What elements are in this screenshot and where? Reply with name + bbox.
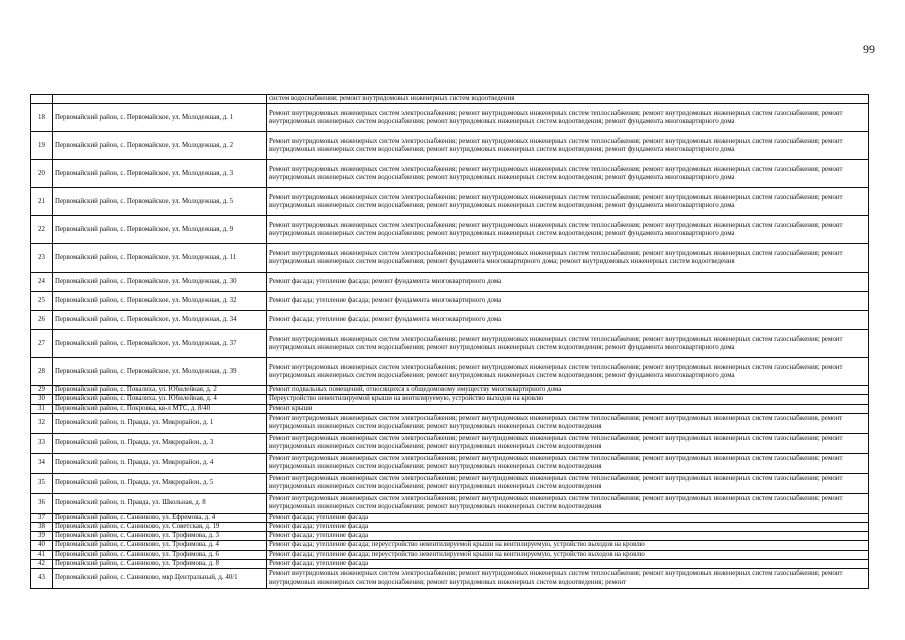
works-cell: Ремонт подвальных помещений, относящихся к общедомовому имуществу многоквартирного дома (267, 386, 869, 395)
row-number-cell: 20 (31, 160, 53, 188)
works-cell: Ремонт внутридомовых инженерных систем электроснабжения; ремонт внутридомовых инженерных систем теплоснабжения; ремонт внутридомовых инженерных систем газоснабжения; ремонт внутридомовых инженерных систем водоснабжения; ремонт внутридомовых инженерных систем водоотведения; ремонт (267, 569, 869, 589)
table-row (31, 404, 869, 413)
works-cell: Ремонт внутридомовых инженерных систем электроснабжения; ремонт внутридомовых инженерных систем теплоснабжения; ремонт внутридомовых инженерных систем газоснабжения; ремонт внутридомовых инженерных систем водоснабжения; ремонт внутридомовых инженерных систем водоотведения; ремонт фундамента многоквартирного дома (267, 104, 869, 132)
table-row (31, 311, 869, 330)
address-cell: Первомайский район, с. Первомайское, ул. Молодежная, д. 1 (53, 104, 267, 132)
address-cell: Первомайский район, с. Санниково, ул. Трофимова, д. 6 (53, 550, 267, 559)
works-cell: Ремонт внутридомовых инженерных систем электроснабжения; ремонт внутридомовых инженерных систем теплоснабжения; ремонт внутридомовых инженерных систем газоснабжения; ремонт внутридомовых инженерных систем водоснабжения; ремонт внутридомовых инженерных систем водоотведения; ремонт фундамента многоквартирного дома (267, 132, 869, 160)
works-cell: Ремонт внутридомовых инженерных систем электроснабжения; ремонт внутридомовых инженерных систем теплоснабжения; ремонт внутридомовых инженерных систем газоснабжения; ремонт внутридомовых инженерных систем водоснабжения; ремонт внутридомовых инженерных систем водоотведения; ремонт фундамента многоквартирного дома (267, 188, 869, 216)
row-number-cell: 21 (31, 188, 53, 216)
repair-works-table (30, 94, 869, 589)
row-number-cell: 32 (31, 413, 53, 433)
works-cell: Ремонт внутридомовых инженерных систем электроснабжения; ремонт внутридомовых инженерных систем теплоснабжения; ремонт внутридомовых инженерных систем газоснабжения; ремонт внутридомовых инженерных систем водоснабжения; ремонт внутридомовых инженерных систем водоотведения; ремонт фундамента многоквартирного дома (267, 358, 869, 386)
address-cell: Первомайский район, с. Первомайское, ул. Молодежная, д. 3 (53, 160, 267, 188)
works-cell: Ремонт внутридомовых инженерных систем электроснабжения; ремонт внутридомовых инженерных систем теплоснабжения; ремонт внутридомовых инженерных систем газоснабжения; ремонт внутридомовых инженерных систем водоснабжения; ремонт внутридомовых инженерных систем водоотведения (267, 473, 869, 493)
row-number-cell: 38 (31, 523, 53, 532)
address-cell: Первомайский район, с. Первомайское, ул. Молодежная, д. 32 (53, 292, 267, 311)
address-cell: Первомайский район, с. Санниково, ул. Трофимова, д. 3 (53, 532, 267, 541)
table-row (31, 104, 869, 132)
address-cell: Первомайский район, с. Санниково, ул. Советская, д. 19 (53, 523, 267, 532)
address-cell: Первомайский район, п. Правда, ул. Школьная, д. 8 (53, 493, 267, 513)
address-cell: Первомайский район, с. Санниково, ул. Трофимова, д. 8 (53, 559, 267, 568)
works-cell: Ремонт фасада; утепление фасада (267, 559, 869, 568)
table-row (31, 386, 869, 395)
row-number-cell: 23 (31, 244, 53, 273)
address-cell: Первомайский район, с. Санниково, ул. Трофимова, д. 4 (53, 541, 267, 550)
row-number-cell: 34 (31, 453, 53, 473)
row-number-cell: 19 (31, 132, 53, 160)
works-cell: Ремонт фасада; утепление фасада; ремонт фундамента многоквартирного дома (267, 292, 869, 311)
row-number-cell: 33 (31, 433, 53, 453)
works-cell: Ремонт крыши (267, 404, 869, 413)
table-row (31, 493, 869, 513)
row-number-cell: 31 (31, 404, 53, 413)
works-cell: Ремонт внутридомовых инженерных систем электроснабжения; ремонт внутридомовых инженерных систем теплоснабжения; ремонт внутридомовых инженерных систем газоснабжения; ремонт внутридомовых инженерных систем водоснабжения; ремонт внутридомовых инженерных систем водоотведения; ремонт фундамента многоквартирного дома (267, 330, 869, 358)
table-row (31, 550, 869, 559)
table-row (31, 433, 869, 453)
address-cell: Первомайский район, с. Первомайское, ул. Молодежная, д. 37 (53, 330, 267, 358)
table-row (31, 532, 869, 541)
table-row (31, 244, 869, 273)
table-row (31, 330, 869, 358)
works-cell: Ремонт фасада; утепление фасада; ремонт фундамента многоквартирного дома (267, 311, 869, 330)
works-cell: Ремонт внутридомовых инженерных систем электроснабжения; ремонт внутридомовых инженерных систем теплоснабжения; ремонт внутридомовых инженерных систем газоснабжения; ремонт внутридомовых инженерных систем водоснабжения; ремонт внутридомовых инженерных систем водоотведения (267, 453, 869, 473)
row-number-cell: 27 (31, 330, 53, 358)
address-cell: Первомайский район, с. Первомайское, ул. Молодежная, д. 34 (53, 311, 267, 330)
table-row (31, 292, 869, 311)
table-row (31, 453, 869, 473)
row-number-cell: 41 (31, 550, 53, 559)
row-number-cell: 26 (31, 311, 53, 330)
address-cell: Первомайский район, с. Покровка, кв-л МТС, д. 8/40 (53, 404, 267, 413)
address-cell: Первомайский район, с. Санниково, ул. Ефремова, д. 4 (53, 513, 267, 522)
table-row (31, 541, 869, 550)
works-cell: Ремонт внутридомовых инженерных систем электроснабжения; ремонт внутридомовых инженерных систем теплоснабжения; ремонт внутридомовых инженерных систем газоснабжения; ремонт внутридомовых инженерных систем водоснабжения; ремонт фундамента многоквартирного дома; ремонт внутридомовых инженерных систем водоотведения (267, 244, 869, 273)
page-number: 99 (863, 42, 875, 56)
works-cell: Ремонт внутридомовых инженерных систем электроснабжения; ремонт внутридомовых инженерных систем теплоснабжения; ремонт внутридомовых инженерных систем газоснабжения; ремонт внутридомовых инженерных систем водоснабжения; ремонт внутридомовых инженерных систем водоотведения; ремонт фундамента многоквартирного дома (267, 216, 869, 244)
table-row (31, 216, 869, 244)
address-cell: Первомайский район, с. Санниково, мкр.Центральный, д. 40/1 (53, 569, 267, 589)
works-cell: Ремонт фасада; утепление фасада; переустройство невентилируемой крыши на вентилируемую, устройство выходов на кровлю (267, 550, 869, 559)
works-cell: Ремонт фасада; утепление фасада; переустройство невентилируемой крыши на вентилируемую, устройство выходов на кровлю (267, 541, 869, 550)
address-cell: Первомайский район, п. Правда, ул. Микрорайон, д. 5 (53, 473, 267, 493)
row-number-cell: 43 (31, 569, 53, 589)
table-row (31, 413, 869, 433)
address-cell (53, 95, 267, 104)
table-row (31, 273, 869, 292)
table-row (31, 523, 869, 532)
row-number-cell: 24 (31, 273, 53, 292)
works-cell: Ремонт внутридомовых инженерных систем электроснабжения; ремонт внутридомовых инженерных систем теплоснабжения; ремонт внутридомовых инженерных систем газоснабжения; ремонт внутридомовых инженерных систем водоснабжения; ремонт внутридомовых инженерных систем водоотведения; ремонт фундамента многоквартирного дома (267, 160, 869, 188)
address-cell: Первомайский район, п. Правда, ул. Микрорайон, д. 3 (53, 433, 267, 453)
row-number-cell: 37 (31, 513, 53, 522)
table-row (31, 473, 869, 493)
table-row (31, 358, 869, 386)
address-cell: Первомайский район, с. Первомайское, ул. Молодежная, д. 5 (53, 188, 267, 216)
row-number-cell: 28 (31, 358, 53, 386)
address-cell: Первомайский район, с. Повалиха, ул. Юбилейная, д. 4 (53, 395, 267, 404)
address-cell: Первомайский район, с. Повалиха, ул. Юбилейная, д. 2 (53, 386, 267, 395)
row-number-cell (31, 95, 53, 104)
row-number-cell: 40 (31, 541, 53, 550)
works-cell: Ремонт фасада; утепление фасада; ремонт фундамента многоквартирного дома (267, 273, 869, 292)
table-row (31, 559, 869, 568)
address-cell: Первомайский район, п. Правда, ул. Микрорайон, д. 1 (53, 413, 267, 433)
works-cell: Ремонт внутридомовых инженерных систем электроснабжения; ремонт внутридомовых инженерных систем теплоснабжения; ремонт внутридомовых инженерных систем газоснабжения; ремонт внутридомовых инженерных систем водоснабжения; ремонт внутридомовых инженерных систем водоотведения (267, 493, 869, 513)
address-cell: Первомайский район, с. Первомайское, ул. Молодежная, д. 30 (53, 273, 267, 292)
table-row (31, 513, 869, 522)
table-row (31, 95, 869, 104)
table-body (31, 95, 869, 589)
row-number-cell: 22 (31, 216, 53, 244)
works-cell: Переустройство невентилируемой крыши на вентилируемую, устройство выходов на кровлю (267, 395, 869, 404)
row-number-cell: 35 (31, 473, 53, 493)
row-number-cell: 39 (31, 532, 53, 541)
table-row (31, 160, 869, 188)
table-row (31, 395, 869, 404)
row-number-cell: 36 (31, 493, 53, 513)
works-cell: Ремонт фасада; утепление фасада (267, 532, 869, 541)
row-number-cell: 30 (31, 395, 53, 404)
table-row (31, 132, 869, 160)
address-cell: Первомайский район, с. Первомайское, ул. Молодежная, д. 9 (53, 216, 267, 244)
row-number-cell: 25 (31, 292, 53, 311)
works-cell: Ремонт фасада; утепление фасада (267, 513, 869, 522)
address-cell: Первомайский район, с. Первомайское, ул. Молодежная, д. 39 (53, 358, 267, 386)
row-number-cell: 42 (31, 559, 53, 568)
works-cell: Ремонт фасада; утепление фасада (267, 523, 869, 532)
works-cell: Ремонт внутридомовых инженерных систем электроснабжения; ремонт внутридомовых инженерных систем теплоснабжения; ремонт внутридомовых инженерных систем газоснабжения, ремонт внутридомовых инженерных систем водоснабжения; ремонт внутридомовых инженерных систем водоотведения (267, 413, 869, 433)
address-cell: Первомайский район, с. Первомайское, ул. Молодежная, д. 11 (53, 244, 267, 273)
row-number-cell: 18 (31, 104, 53, 132)
works-cell: Ремонт внутридомовых инженерных систем электроснабжения; ремонт внутридомовых инженерных систем теплоснабжения; ремонт внутридомовых инженерных систем газоснабжения; ремонт внутридомовых инженерных систем водоснабжения; ремонт внутридомовых инженерных систем водоотведения (267, 433, 869, 453)
address-cell: Первомайский район, с. Первомайское, ул. Молодежная, д. 2 (53, 132, 267, 160)
address-cell: Первомайский район, п. Правда, ул. Микрорайон, д. 4 (53, 453, 267, 473)
row-number-cell: 29 (31, 386, 53, 395)
table-row (31, 188, 869, 216)
works-cell: систем водоснабжения; ремонт внутридомовых инженерных систем водоотведения (267, 95, 869, 104)
table-row (31, 569, 869, 589)
